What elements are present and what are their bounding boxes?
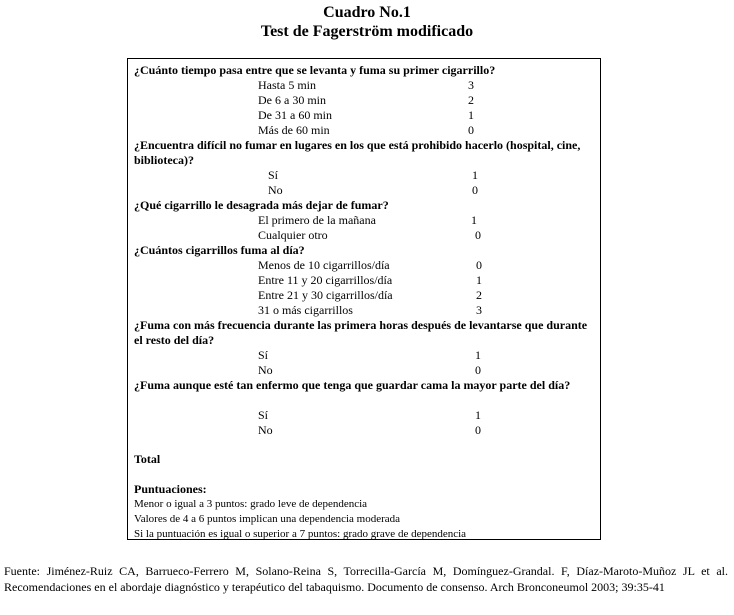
question-3: ¿Qué cigarrillo le desagrada más dejar de fumar?: [134, 198, 389, 212]
question-2: ¿Encuentra difícil no fumar en lugares en los que está prohibido hacerlo (hospital, cine, biblioteca)?: [134, 138, 581, 167]
option-score: 0: [468, 123, 474, 137]
option-score: 0: [476, 258, 482, 272]
option-score: 2: [468, 93, 474, 107]
question-6: ¿Fuma aunque esté tan enfermo que tenga que guardar cama la mayor parte del día?: [134, 378, 571, 392]
source-citation: Fuente: Jiménez-Ruiz CA, Barrueco-Ferrero M, Solano-Reina S, Torrecilla-García M, Domínguez-Grandal. F, Díaz-Maroto-Muñoz JL et al. Recomendaciones en el abordaje diagnóstico y terapéutico del tabaquismo. Documento de consenso. Arch Bronconeumol 2003; 39:35-41: [4, 564, 728, 594]
scoring-line: Menor o igual a 3 puntos: grado leve de dependencia: [134, 498, 368, 510]
option-label: Entre 21 y 30 cigarrillos/día: [258, 288, 393, 302]
option-label: No: [268, 183, 283, 197]
option-score: 0: [472, 183, 478, 197]
option-label: El primero de la mañana: [258, 213, 376, 227]
option-label: Sí: [258, 348, 269, 362]
option-score: 3: [476, 303, 482, 317]
option-label: Entre 11 y 20 cigarrillos/día: [258, 273, 393, 287]
option-label: Hasta 5 min: [258, 78, 316, 92]
option-score: 1: [476, 273, 482, 287]
fagerstrom-table: [127, 58, 601, 540]
option-score: 0: [475, 423, 481, 437]
option-score: 1: [468, 108, 474, 122]
option-score: 2: [476, 288, 482, 302]
table-title: Cuadro No.1: [323, 4, 411, 21]
option-label: 31 o más cigarrillos: [258, 303, 353, 317]
option-label: De 6 a 30 min: [258, 93, 326, 107]
scoring-line: Si la puntuación es igual o superior a 7 puntos: grado grave de dependencia: [134, 528, 467, 540]
option-label: Sí: [268, 168, 279, 182]
table-subtitle: Test de Fagerström modificado: [260, 23, 474, 40]
option-score: 1: [472, 168, 478, 182]
option-label: No: [258, 363, 273, 377]
option-score: 1: [475, 408, 481, 422]
scoring-heading: Puntuaciones:: [134, 482, 207, 496]
option-score: 3: [468, 78, 474, 92]
option-score: 0: [475, 363, 481, 377]
option-label: Sí: [258, 408, 269, 422]
total-label: Total: [134, 452, 161, 466]
option-score: 1: [471, 213, 477, 227]
option-label: Menos de 10 cigarrillos/día: [258, 258, 390, 272]
option-label: No: [258, 423, 273, 437]
question-1: ¿Cuánto tiempo pasa entre que se levanta y fuma su primer cigarrillo?: [134, 63, 496, 77]
option-label: De 31 a 60 min: [258, 108, 332, 122]
option-score: 1: [475, 348, 481, 362]
option-score: 0: [475, 228, 481, 242]
question-4: ¿Cuántos cigarrillos fuma al día?: [134, 243, 305, 257]
question-5: ¿Fuma con más frecuencia durante las primera horas después de levantarse que durante el resto del día?: [134, 318, 588, 347]
scoring-line: Valores de 4 a 6 puntos implican una dependencia moderada: [134, 513, 401, 525]
option-label: Cualquier otro: [258, 228, 328, 242]
option-label: Más de 60 min: [258, 123, 330, 137]
